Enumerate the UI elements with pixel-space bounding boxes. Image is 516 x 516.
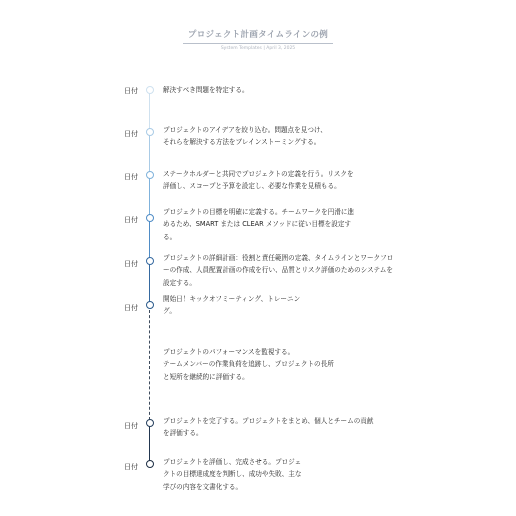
timeline-line [149, 261, 150, 305]
timeline-description: 解決すべき問題を特定する。 [163, 86, 249, 94]
timeline-date: 日付 [124, 422, 138, 430]
timeline-date: 日付 [124, 463, 138, 471]
timeline-marker [146, 419, 154, 427]
timeline-description: プロジェクトを評価し、完成させる。プロジェ クトの目標達成度を判断し、成功や失敗、主な 学びの内容を文書化する。 [163, 458, 302, 491]
timeline-description: プロジェクトの詳細計画：役割と責任範囲の定義、タイムラインとワークフロ ーの作成、人員配置計画の作成を行い、品質とリスク評価のためのシステムを 設定する。 [163, 254, 394, 287]
timeline-description: プロジェクトのパフォーマンスを監視する。 テームメンバーの作業負荷を追跡し、プロジェクトの長所 と短所を継続的に評価する。 [163, 348, 334, 381]
timeline-date: 日付 [124, 130, 138, 138]
timeline-date: 日付 [124, 260, 138, 268]
timeline-marker [146, 257, 154, 265]
timeline-marker [146, 301, 154, 309]
timeline-line [149, 132, 150, 175]
timeline-date: 日付 [124, 87, 138, 95]
timeline-line [149, 91, 150, 132]
timeline-date: 日付 [124, 304, 138, 312]
timeline-description: プロジェクトのアイデアを絞り込む。問題点を見つけ、 それらを解決する方法をブレインストーミングする。 [163, 126, 327, 147]
timeline-line [149, 175, 150, 218]
page-subtitle: System Templates | April 3, 2025 [220, 46, 296, 51]
timeline-description: ステークホルダーと共同でプロジェクトの定義を行う。リスクを 評価し、スコープと予算を設定し、必要な作業を見積もる。 [163, 170, 354, 191]
timeline-date: 日付 [124, 173, 138, 181]
timeline-description: 開始日！キックオフミーティング、トレーニン グ。 [163, 295, 301, 316]
timeline-marker [146, 128, 154, 136]
timeline-line [149, 218, 150, 261]
timeline-marker [146, 86, 154, 94]
timeline-line [149, 424, 150, 464]
page-title: プロジェクト計画タイムラインの例 [187, 30, 329, 40]
timeline-marker [146, 460, 154, 468]
timeline-marker [146, 171, 154, 179]
timeline-date: 日付 [124, 216, 138, 224]
timeline-marker [146, 214, 154, 222]
timeline-description: プロジェクトの目標を明確に定義する。チームワークを円滑に進 めるため、SMART または CLEAR メソッドに従い目標を設定す る。 [163, 208, 355, 241]
timeline-dashed-line [149, 310, 150, 420]
timeline-description: プロジェクトを完了する。プロジェクトをまとめ、個人とチームの貢献 を評価する。 [163, 417, 374, 438]
